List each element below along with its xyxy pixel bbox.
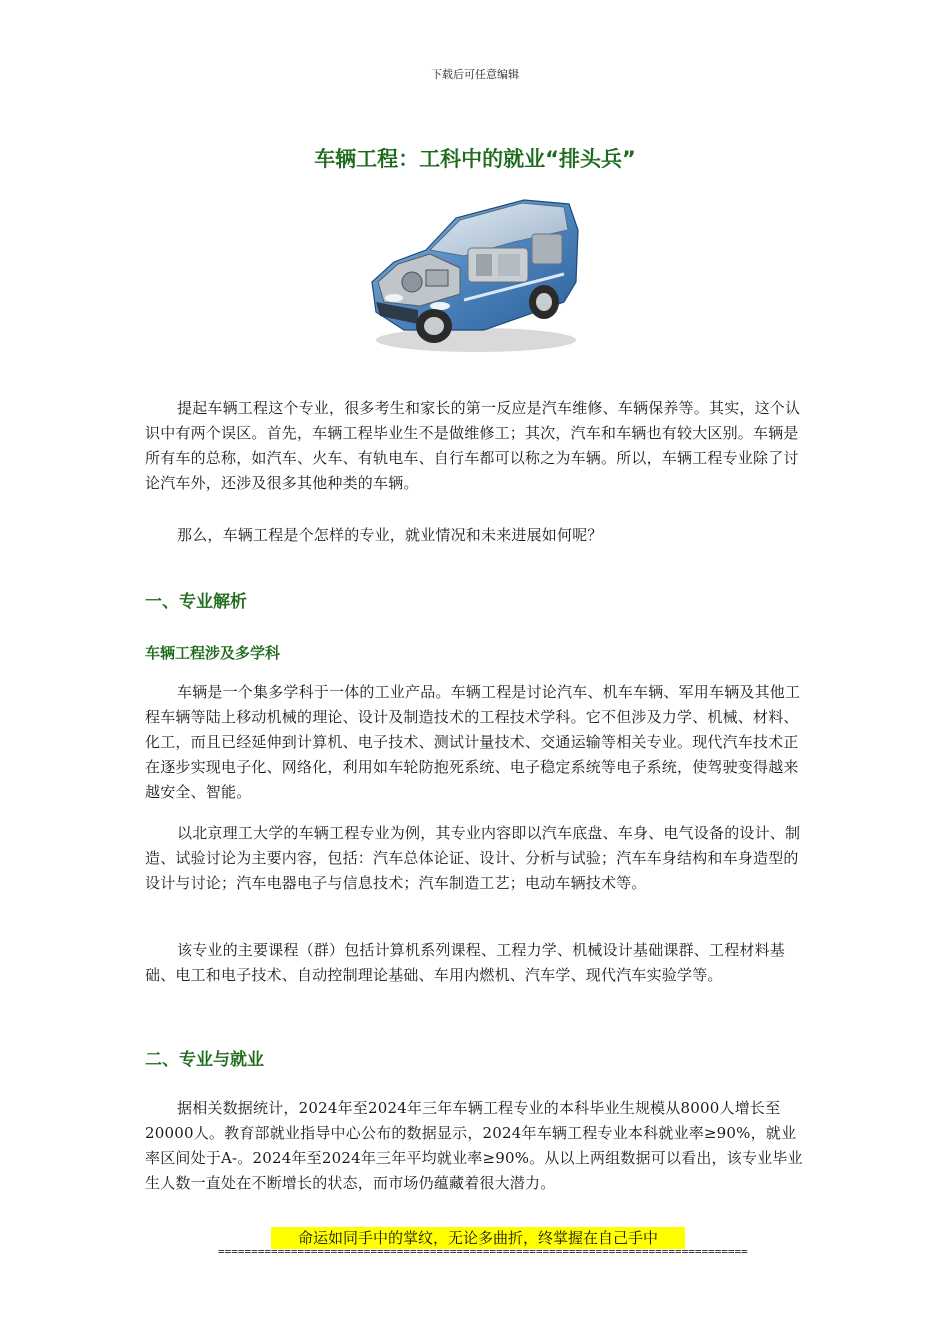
section-1-subheading: 车辆工程涉及多学科 xyxy=(145,644,281,662)
car-illustration xyxy=(364,190,586,360)
intro-paragraph-2: 那么，车辆工程是个怎样的专业，就业情况和未来进展如何呢？ xyxy=(177,526,603,544)
intro-paragraph-1: 提起车辆工程这个专业，很多考生和家长的第一反应是汽车维修、车辆保养等。其实，这个认识中有两个误区。首先，车辆工程毕业生不是做维修工；其次，汽车和车辆也有较大区别。车辆是所有车的总称，如汽车、火车、有轨电车、自行车都可以称之为车辆。所以，车辆工程专业除了讨论汽车外，还涉及很多其他种类的车辆。 xyxy=(145,399,801,492)
section-1-paragraph-2: 以北京理工大学的车辆工程专业为例，其专业内容即以汽车底盘、车身、电气设备的设计、制造、试验讨论为主要内容，包括：汽车总体论证、设计、分析与试验；汽车车身结构和车身造型的设计与讨论；汽车电器电子与信息技术；汽车制造工艺；电动车辆技术等。 xyxy=(145,824,801,892)
motto-highlight: 命运如同手中的掌纹，无论多曲折，终掌握在自己手中 xyxy=(271,1227,685,1249)
separator-rule: ================================================================================ xyxy=(218,1245,748,1258)
section-1-heading: 一、专业解析 xyxy=(145,592,247,612)
section-2-paragraph-1: 据相关数据统计，2024年至2024年三年车辆工程专业的本科毕业生规模从8000人增长至20000人。教育部就业指导中心公布的数据显示，2024年车辆工程专业本科就业率≥90%，就业率区间处于A-。2024年至2024年三年平均就业率≥90%。从以上两组数据可以看出，该专业毕业生人数一直处在不断增长的状态，而市场仍蕴藏着很大潜力。 xyxy=(145,1099,803,1192)
section-1-paragraph-1: 车辆是一个集多学科于一体的工业产品。车辆工程是讨论汽车、机车车辆、军用车辆及其他工程车辆等陆上移动机械的理论、设计及制造技术的工程技术学科。它不但涉及力学、机械、材料、化工，而且已经延伸到计算机、电子技术、测试计量技术、交通运输等相关专业。现代汽车技术正在逐步实现电子化、网络化，利用如车轮防抱死系统、电子稳定系统等电子系统，使驾驶变得越来越安全、智能。 xyxy=(145,683,801,801)
page-title: 车辆工程：工科中的就业“排头兵” xyxy=(314,147,636,171)
section-2-heading: 二、专业与就业 xyxy=(145,1050,264,1070)
header-note: 下载后可任意编辑 xyxy=(431,68,519,81)
section-1-paragraph-3: 该专业的主要课程（群）包括计算机系列课程、工程力学、机械设计基础课群、工程材料基础、电工和电子技术、自动控制理论基础、车用内燃机、汽车学、现代汽车实验学等。 xyxy=(145,941,786,984)
